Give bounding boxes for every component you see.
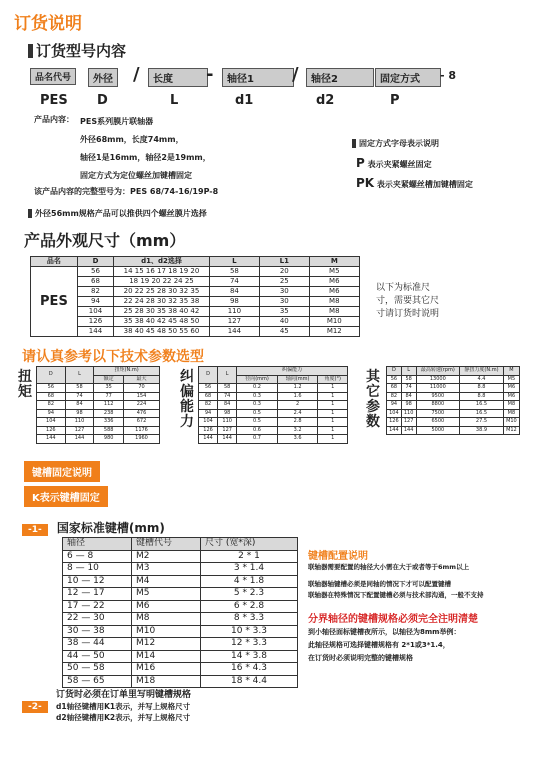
fix-title: 固定方式字母表示说明 <box>352 138 439 149</box>
corner-mark-icon <box>352 139 356 148</box>
dimension-title: 产品外观尺寸（mm） <box>24 231 186 250</box>
table-row: 8 — 10 M3 3 * 1.4 <box>63 563 298 576</box>
sample-d: D <box>97 93 108 108</box>
full-model-text: 该产品内容的完整型号为：PES 68/74-16/19P-8 <box>34 187 219 196</box>
col-header: L <box>209 257 259 267</box>
table-row: 126 127 6500 27.5 M10 <box>387 418 520 427</box>
content-line: 外径68mm，长度74mm， <box>80 135 184 144</box>
boundary-shaft-lines <box>308 626 528 665</box>
other-params-label: 其它参数 <box>366 369 380 430</box>
deviation-table: D L 纠偏能力 径向(mm) 轴向(mm) 角度(°) 56 58 0.2 1.2 1 68 74 0.3 1.6 1 82 84 0.3 2 1 94 98 0.5 2.4 1 104 110 0.5 2.8 1 126 127 0.6 3.2 1 144 144 0.7 3.6 1 <box>198 366 348 444</box>
content-label: 产品内容： <box>34 115 74 124</box>
table-row: 94 98 0.5 2.4 1 <box>199 409 348 418</box>
table-row: 68 74 77 154 <box>37 392 160 401</box>
sample-p: P <box>390 93 400 108</box>
field-box-shaft1: 轴径1 <box>222 68 294 87</box>
key-config-line: 联轴器需要配置的轴径大小需在大于或者等于6mm以上 <box>308 563 470 571</box>
dimension-side-note: 以下为标准尺寸，需要其它尺寸请订货时说明 <box>376 283 440 319</box>
table-row: 104 25 28 30 35 38 40 42 110 35 M8 <box>31 307 360 317</box>
key-config-title: 键槽配置说明 <box>308 551 368 562</box>
product-name-cell: PES <box>31 267 78 337</box>
section4-header <box>22 517 165 536</box>
table-row: 126 127 588 1176 <box>37 426 160 435</box>
table-row: 82 84 9500 8.8 M6 <box>387 392 520 401</box>
col-header: 轴径 <box>63 538 132 551</box>
table-row: 22 — 30 M8 8 * 3.3 <box>63 613 298 626</box>
content-line: PES系列膜片联轴器 <box>80 117 154 126</box>
sample-pes: PES <box>40 93 68 108</box>
table-row: 94 98 238 476 <box>37 409 160 418</box>
k-keyway-button[interactable]: K表示键槽固定 <box>24 486 108 507</box>
boundary-line: 在订货时必须说明完整的键槽规格 <box>308 654 413 662</box>
order-note-title: 订货时必须在订单里写明键槽规格 <box>56 690 192 700</box>
table-row: 126 127 0.6 3.2 1 <box>199 426 348 435</box>
content-line: 固定方式为定位螺丝加键槽固定 <box>80 171 192 180</box>
sample-l: L <box>170 93 179 108</box>
table-row: 56 58 35 70 <box>37 384 160 393</box>
content-lines <box>80 113 211 185</box>
table-row: 44 — 50 M14 14 * 3.8 <box>63 650 298 663</box>
section-order-model-title: 订货型号内容 <box>28 40 126 61</box>
table-row: 144 144 5000 38.9 M12 <box>387 426 520 435</box>
suffix-8: - 8 <box>440 69 457 82</box>
table-row: 68 18 19 20 22 24 25 74 25 M6 <box>31 277 360 287</box>
torque-label: 扭矩 <box>18 369 32 400</box>
corner-mark-icon <box>28 209 32 218</box>
table-row: 56 58 13000 4.4 M5 <box>387 375 520 384</box>
section-number-2: -2- <box>22 701 48 713</box>
table-row: 104 110 7500 16.5 M8 <box>387 409 520 418</box>
table-row: PES 56 14 15 16 17 18 19 20 58 20 M5 <box>31 267 360 277</box>
sample-d1: d1 <box>235 93 254 108</box>
field-box-fix: 固定方式 <box>375 68 441 87</box>
corner-mark-icon <box>28 44 33 58</box>
boundary-line: 到小轴径面标键槽夜所示，以轴径为8mm举例： <box>308 628 461 636</box>
field-box-shaft2: 轴径2 <box>306 68 374 87</box>
dimension-table <box>30 256 360 337</box>
od-note: 外径56mm规格产品可以推供四个螺丝膜片选择 <box>28 208 207 219</box>
keyway-table <box>62 537 298 688</box>
col-header: L1 <box>259 257 309 267</box>
content-line: 轴径1是16mm，轴径2是19mm， <box>80 153 211 162</box>
table-row: 17 — 22 M6 6 * 2.8 <box>63 600 298 613</box>
sep-dash: - <box>206 64 214 85</box>
table-row: 94 22 24 28 30 32 35 38 98 30 M8 <box>31 297 360 307</box>
key-config-line: 联轴器轴键槽必须是同轴的情况下才可以配置键槽 <box>308 580 451 588</box>
model-format-row <box>30 64 470 88</box>
deviation-label: 纠偏能力 <box>180 369 194 430</box>
table-row: 58 — 65 M18 18 * 4.4 <box>63 675 298 688</box>
order-note-line: d1轴径键槽用K1表示，并写上规格尺寸 <box>56 702 191 711</box>
sep-slash-2: / <box>292 64 299 85</box>
table-row: 144 38 40 45 48 50 55 60 144 45 M12 <box>31 327 360 337</box>
table-row: 82 20 22 25 28 30 32 35 84 30 M6 <box>31 287 360 297</box>
table-row: 68 74 0.3 1.6 1 <box>199 392 348 401</box>
code-label-box: 品名代号 <box>30 68 76 85</box>
boundary-shaft-title: 分界轴径的键槽规格必须完全注明清楚 <box>308 614 478 625</box>
order-note-line: d2轴径键槽用K2表示，并写上规格尺寸 <box>56 713 191 722</box>
table-row: 50 — 58 M16 16 * 4.3 <box>63 663 298 676</box>
table-row: 6 — 8 M2 2 * 1 <box>63 550 298 563</box>
fix-item-p: P 表示夹紧螺丝固定 <box>356 156 432 170</box>
section5-header <box>22 694 48 713</box>
col-header: 键槽代号 <box>132 538 201 551</box>
table-row: 104 110 336 672 <box>37 418 160 427</box>
sample-row <box>40 93 460 109</box>
col-header: 品名 <box>31 257 78 267</box>
col-header: M <box>309 257 359 267</box>
table-row: 144 144 980 1960 <box>37 435 160 444</box>
table-row: 38 — 44 M12 12 * 3.3 <box>63 638 298 651</box>
torque-table: D L 扭矩(N.m) 额定 最大 56 58 35 70 68 74 77 154 82 84 112 224 94 98 238 476 104 110 336 672 126 127 588 1176 144 144 980 1960 <box>36 366 160 444</box>
sep-slash-1: / <box>133 64 140 85</box>
table-row: 144 144 0.7 3.6 1 <box>199 435 348 444</box>
boundary-line: 此轴径规格可选择键槽规格有 2*1或3*1.4， <box>308 641 450 649</box>
col-header: D <box>77 257 113 267</box>
table-row: 12 — 17 M5 5 * 2.3 <box>63 588 298 601</box>
sample-d2: d2 <box>316 93 335 108</box>
keyway-fix-button[interactable]: 键槽固定说明 <box>24 461 100 482</box>
table-row: 10 — 12 M4 4 * 1.8 <box>63 575 298 588</box>
key-config-lines <box>308 562 526 601</box>
page-title: 订货说明 <box>14 14 82 34</box>
col-header: 尺寸 (宽*深) <box>201 538 298 551</box>
fix-item-pk: PK 表示夹紧螺丝槽加键槽固定 <box>356 176 473 190</box>
table-row: 94 98 8800 16.5 M8 <box>387 401 520 410</box>
table-row: 104 110 0.5 2.8 1 <box>199 418 348 427</box>
col-header: d1、d2选择 <box>114 257 210 267</box>
section-number-1: -1- <box>22 524 48 536</box>
field-box-length: 长度 <box>148 68 208 87</box>
other-params-table: D L 最高转速(rpm) 静扭力度(N.m) M 56 58 13000 4.4 M5 68 74 11000 8.8 M6 82 84 9500 8.8 M6 94 98 8800 16.5 M8 104 110 7500 16.5 M8 126 127 6500 27.5 M10 144 144 5000 38.9 M12 <box>386 366 520 435</box>
table-row: 82 84 0.3 2 1 <box>199 401 348 410</box>
table-row: 68 74 11000 8.8 M6 <box>387 384 520 393</box>
section5-body <box>56 690 191 723</box>
key-config-line: 联轴器在特殊情况下配置键槽必须与技术部沟通，一般不支持 <box>308 591 484 599</box>
keyway-standard-title: 国家标准键槽(mm) <box>56 521 165 535</box>
table-row: 30 — 38 M10 10 * 3.3 <box>63 625 298 638</box>
table-row: 56 58 0.2 1.2 1 <box>199 384 348 393</box>
table-row: 82 84 112 224 <box>37 401 160 410</box>
table-row: 126 35 38 40 42 45 48 50 127 40 M10 <box>31 317 360 327</box>
tech-params-title: 请认真参考以下技术参数选型 <box>22 349 204 365</box>
field-box-od: 外径 <box>88 68 118 87</box>
